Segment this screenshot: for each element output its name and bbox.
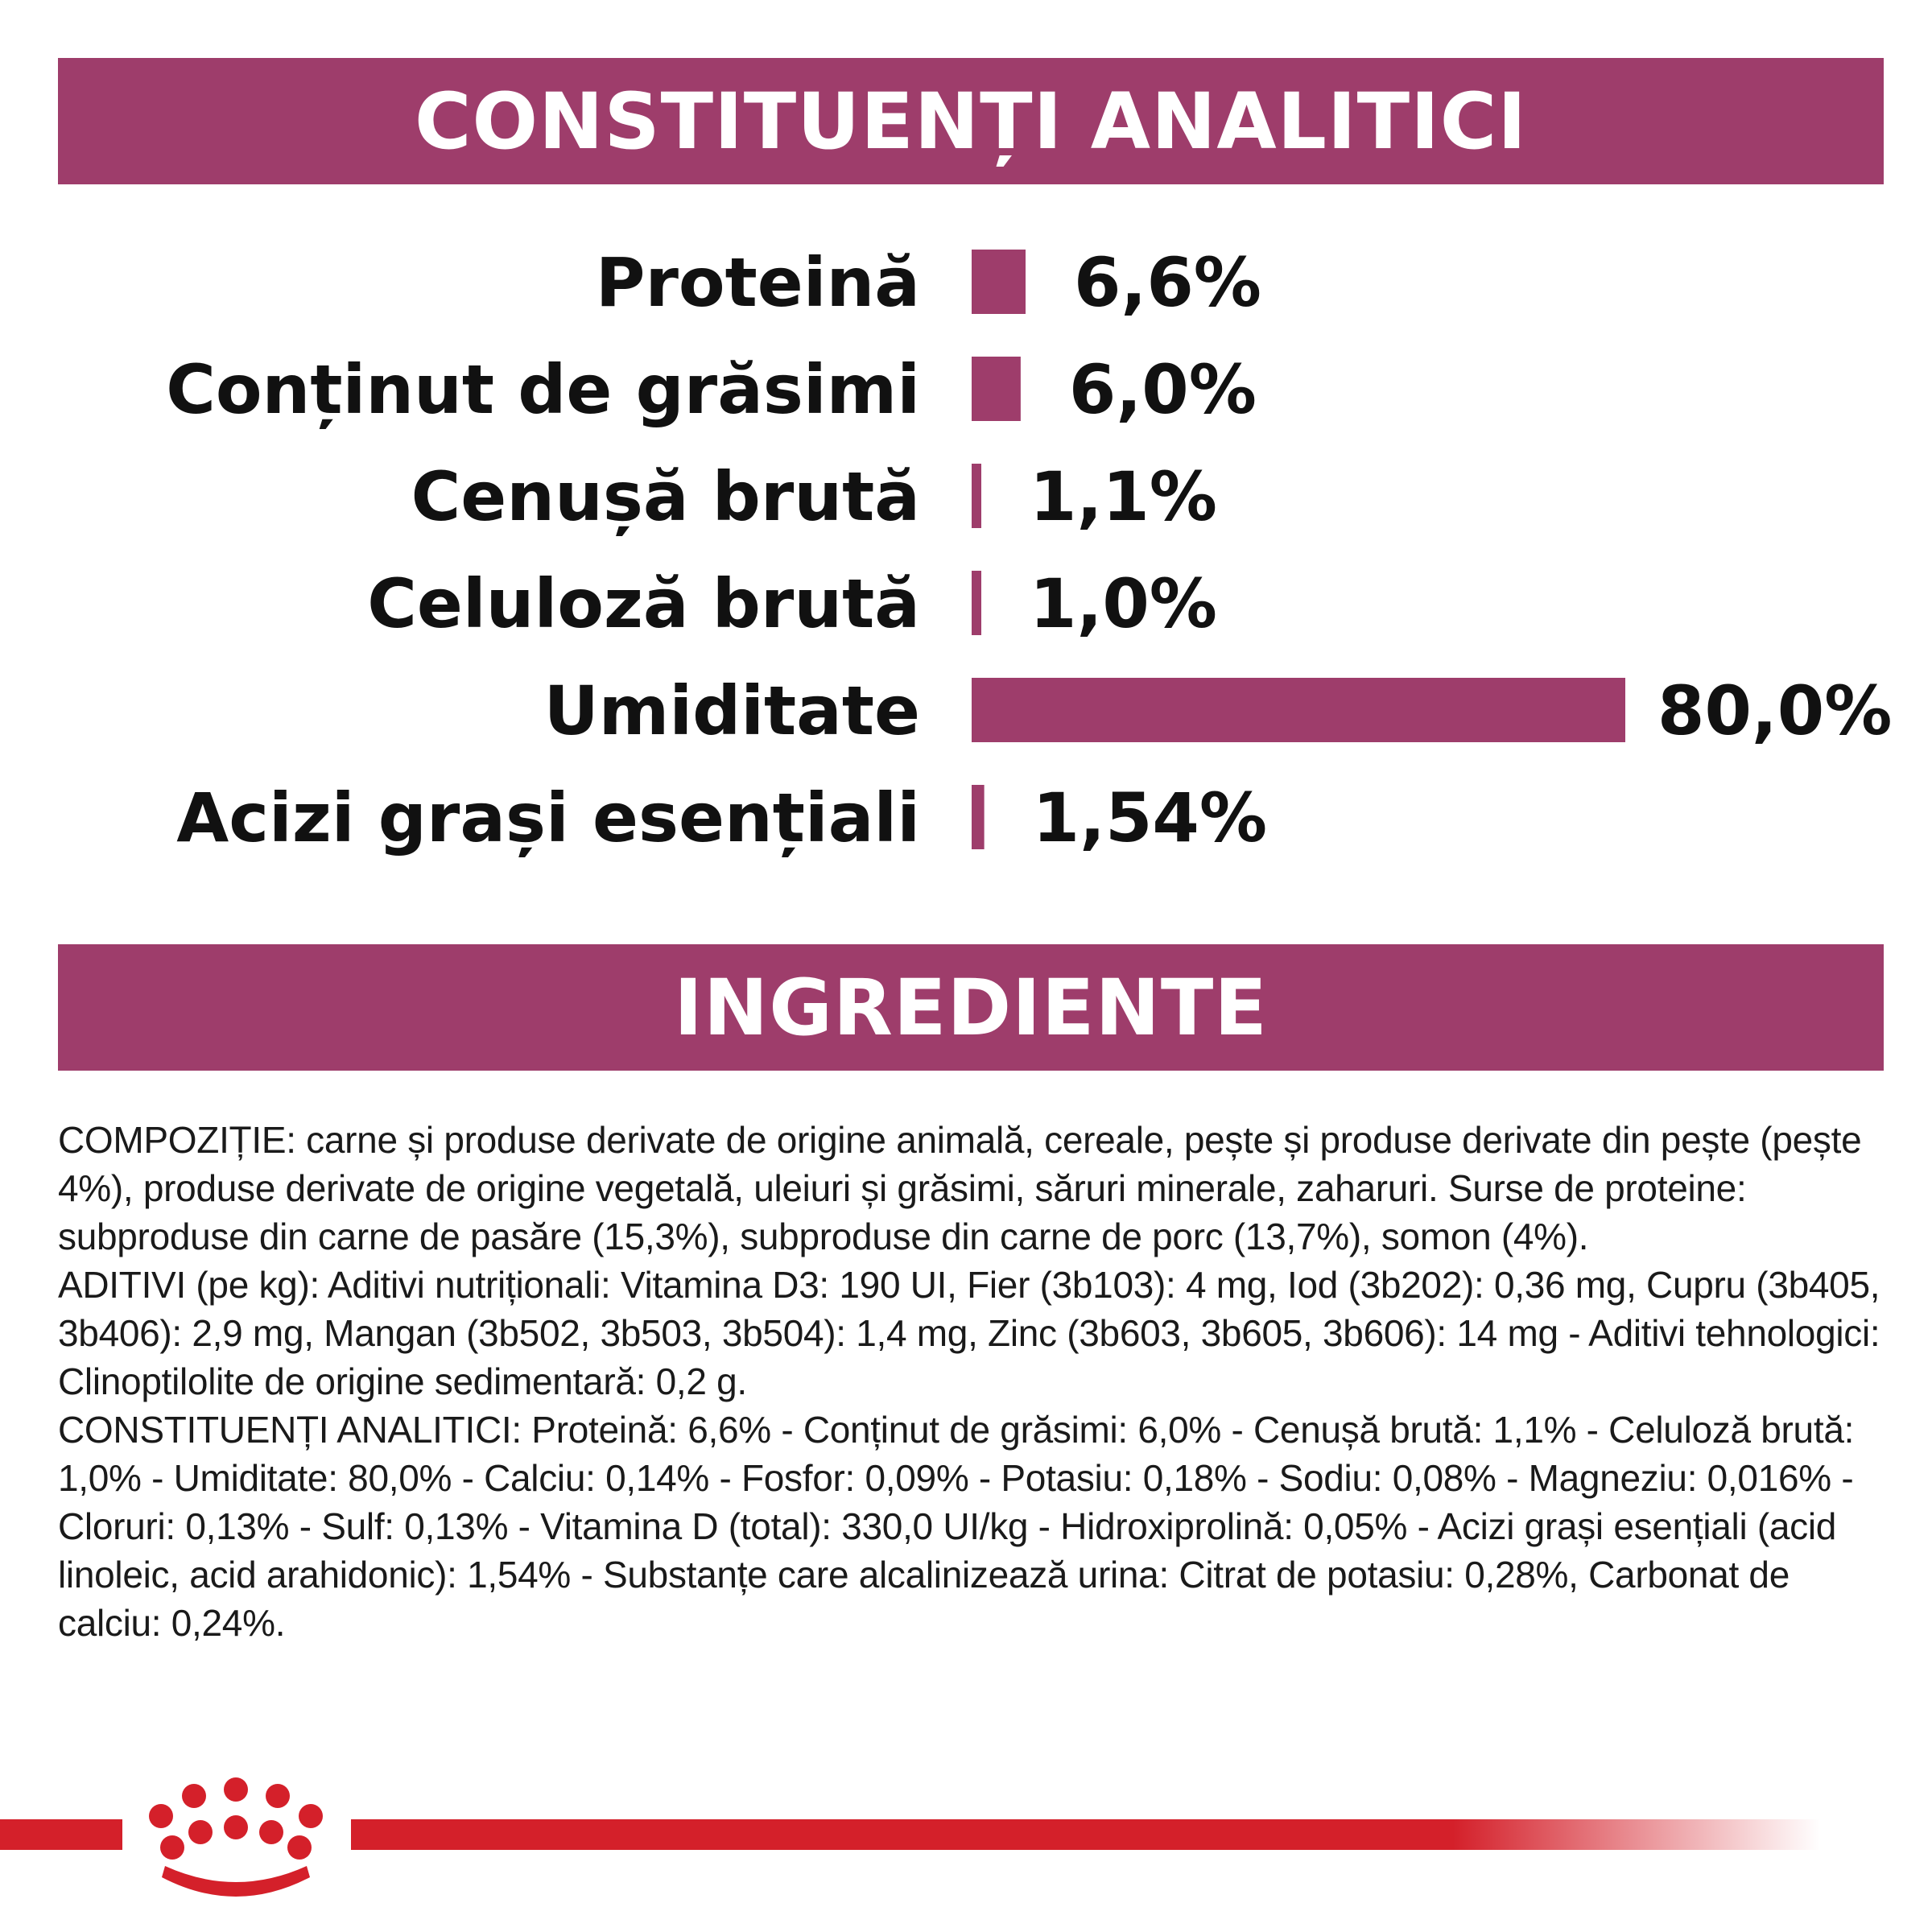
category-label: Celuloză brută xyxy=(367,564,920,643)
analytic-constituents-header xyxy=(58,58,1884,184)
composition-paragraph: COMPOZIȚIE: carne și produse derivate de origine animală, cereale, pește și produse derivate din pește (pește 4%), produse derivate de origine vegetală, uleiuri și grăsimi, săruri minerale, zaharuri. Surse de proteine: subproduse din carne de pasăre (15,3%), subproduse din carne de porc (13,7%), somon (4%). xyxy=(58,1119,1862,1257)
category-label: Conținut de grăsimi xyxy=(166,350,920,429)
bar xyxy=(972,357,1021,421)
crown-icon xyxy=(149,1777,323,1897)
value-label: 1,54% xyxy=(1032,778,1268,857)
bar xyxy=(972,250,1026,314)
additives-paragraph: ADITIVI (pe kg): Aditivi nutriționali: Vitamina D3: 190 UI, Fier (3b103): 4 mg, Iod (3b202): 0,36 mg, Cupru (3b405, 3b406): 2,9 mg, Mangan (3b502, 3b503, 3b504): 1,4 mg, Zinc (3b603, 3b605, 3b606): 14 mg - Aditivi tehnologici: Clinoptilolite de origine sedimentară: 0,2 g. xyxy=(58,1264,1880,1402)
value-label: 80,0% xyxy=(1657,671,1893,750)
footer-brand-strip xyxy=(0,1771,1932,1932)
category-label: Umiditate xyxy=(543,671,920,750)
category-label: Cenușă brută xyxy=(411,457,920,536)
bar xyxy=(972,464,981,528)
footer-line-right xyxy=(351,1819,1820,1850)
ingredients-title: INGREDIENTE xyxy=(674,962,1268,1053)
category-label: Acizi grași esențiali xyxy=(176,778,920,857)
value-label: 1,1% xyxy=(1030,457,1217,536)
bar xyxy=(972,678,1625,742)
analytic-constituents-title: CONSTITUENȚI ANALITICI xyxy=(415,76,1527,167)
value-label: 6,0% xyxy=(1068,350,1257,429)
ingredients-header xyxy=(58,944,1884,1071)
analytic-constituents-chart xyxy=(0,225,1932,886)
category-label: Proteină xyxy=(595,243,920,322)
analytic-paragraph: CONSTITUENȚI ANALITICI: Proteină: 6,6% - Conținut de grăsimi: 6,0% - Cenușă brută: 1,1% - Celuloză brută: 1,0% - Umiditate: 80,0% - Calciu: 0,14% - Fosfor: 0,09% - Potasiu: 0,18% - Sodiu: 0,08% - Magneziu: 0,016% - Cloruri: 0,13% - Sulf: 0,13% - Vitamina D (total): 330,0 UI/kg - Hidroxiprolină: 0,05% - Acizi grași esențiali (acid linoleic, acid arahidonic): 1,54% - Substanțe care alcalinizează urina: Citrat de potasiu: 0,28%, Carbonat de calciu: 0,24%. xyxy=(58,1409,1855,1644)
footer-line-left xyxy=(0,1819,122,1850)
value-label: 6,6% xyxy=(1073,243,1261,322)
bar xyxy=(972,571,981,635)
ingredients-text xyxy=(58,1116,1885,1647)
bar xyxy=(972,785,985,849)
value-label: 1,0% xyxy=(1030,564,1217,643)
